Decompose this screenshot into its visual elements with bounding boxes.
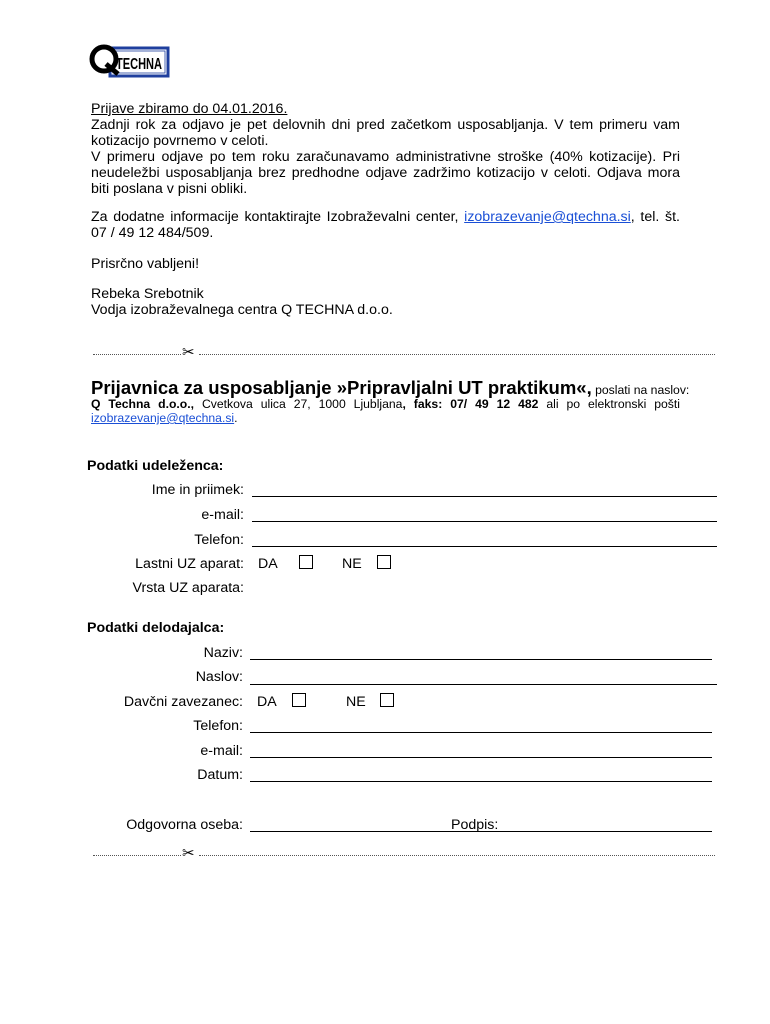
- tax-payer-no-label: NE: [346, 694, 366, 710]
- employer-phone-field[interactable]: [250, 732, 712, 733]
- qtechna-logo: [88, 42, 172, 80]
- scissors-icon: ✂: [182, 845, 195, 862]
- employer-name-field[interactable]: [250, 659, 712, 660]
- participant-phone-label: Telefon:: [194, 532, 244, 548]
- cut-line: [93, 344, 715, 361]
- name-field[interactable]: [252, 496, 717, 497]
- own-device-no-label: NE: [342, 556, 362, 572]
- svg-text:TECHNA: TECHNA: [116, 56, 163, 73]
- tax-payer-yes-checkbox[interactable]: [292, 693, 306, 707]
- contact-email-link[interactable]: izobrazevanje@qtechna.si: [464, 209, 631, 225]
- tax-payer-yes-label: DA: [257, 694, 277, 710]
- signature-name: Rebeka Srebotnik: [91, 286, 204, 302]
- signature-label: Podpis:: [451, 817, 499, 833]
- employer-address-label: Naslov:: [195, 669, 243, 685]
- participant-email-field[interactable]: [252, 521, 717, 522]
- late-cancellation-paragraph: V primeru odjave po tem roku zaračunavamo administrativne stroške (40% kotizacije). Pri neudeležbi usposabljanja brez predhodne odjave zadržimo kotizacijo v celoti. Odjava mora biti poslana v pisni obliki.: [91, 149, 680, 198]
- participant-phone-field[interactable]: [252, 546, 717, 547]
- deadline-line: Prijave zbiramo do 04.01.2016.: [91, 101, 288, 117]
- date-field[interactable]: [250, 781, 712, 782]
- tax-payer-label: Davčni zavezanec:: [123, 694, 243, 710]
- own-device-yes-label: DA: [258, 556, 278, 572]
- own-device-yes-checkbox[interactable]: [299, 555, 313, 569]
- responsible-person-label: Odgovorna oseba:: [126, 817, 243, 833]
- date-label: Datum:: [197, 767, 243, 783]
- employer-heading: Podatki delodajalca:: [87, 620, 225, 636]
- greeting: Prisrčno vabljeni!: [91, 256, 200, 272]
- employer-phone-label: Telefon:: [193, 718, 243, 734]
- employer-email-label: e-mail:: [200, 743, 243, 759]
- name-label: Ime in priimek:: [151, 482, 244, 498]
- cut-line-bottom: [93, 845, 715, 862]
- participant-heading: Podatki udeleženca:: [87, 458, 224, 474]
- own-device-no-checkbox[interactable]: [377, 555, 391, 569]
- device-type-label: Vrsta UZ aparata:: [132, 580, 244, 596]
- scissors-icon: ✂: [182, 344, 195, 361]
- cancellation-paragraph: Zadnji rok za odjavo je pet delovnih dni pred začetkom usposabljanja. V tem primeru vam kotizacijo povrnemo v celoti.: [91, 117, 680, 150]
- employer-name-label: Naziv:: [203, 645, 243, 661]
- participant-email-label: e-mail:: [201, 507, 244, 523]
- employer-address-field[interactable]: [250, 684, 717, 685]
- contact-paragraph: Za dodatne informacije kontaktirajte Izobraževalni center, izobrazevanje@qtechna.si, tel. št. 07 / 49 12 484/509.: [91, 209, 680, 242]
- form-email-link[interactable]: izobrazevanje@qtechna.si: [91, 411, 235, 425]
- form-address: Q Techna d.o.o., Cvetkova ulica 27, 1000 Ljubljana, faks: 07/ 49 12 482 ali po elektronski pošti izobrazevanje@qtechna.si.: [91, 397, 680, 425]
- signature-role: Vodja izobraževalnega centra Q TECHNA d.o.o.: [91, 302, 393, 318]
- tax-payer-no-checkbox[interactable]: [380, 693, 394, 707]
- employer-email-field[interactable]: [250, 757, 712, 758]
- form-title: Prijavnica za usposabljanje »Pripravljalni UT praktikum«, poslati na naslov:: [91, 377, 690, 398]
- own-device-label: Lastni UZ aparat:: [135, 556, 244, 572]
